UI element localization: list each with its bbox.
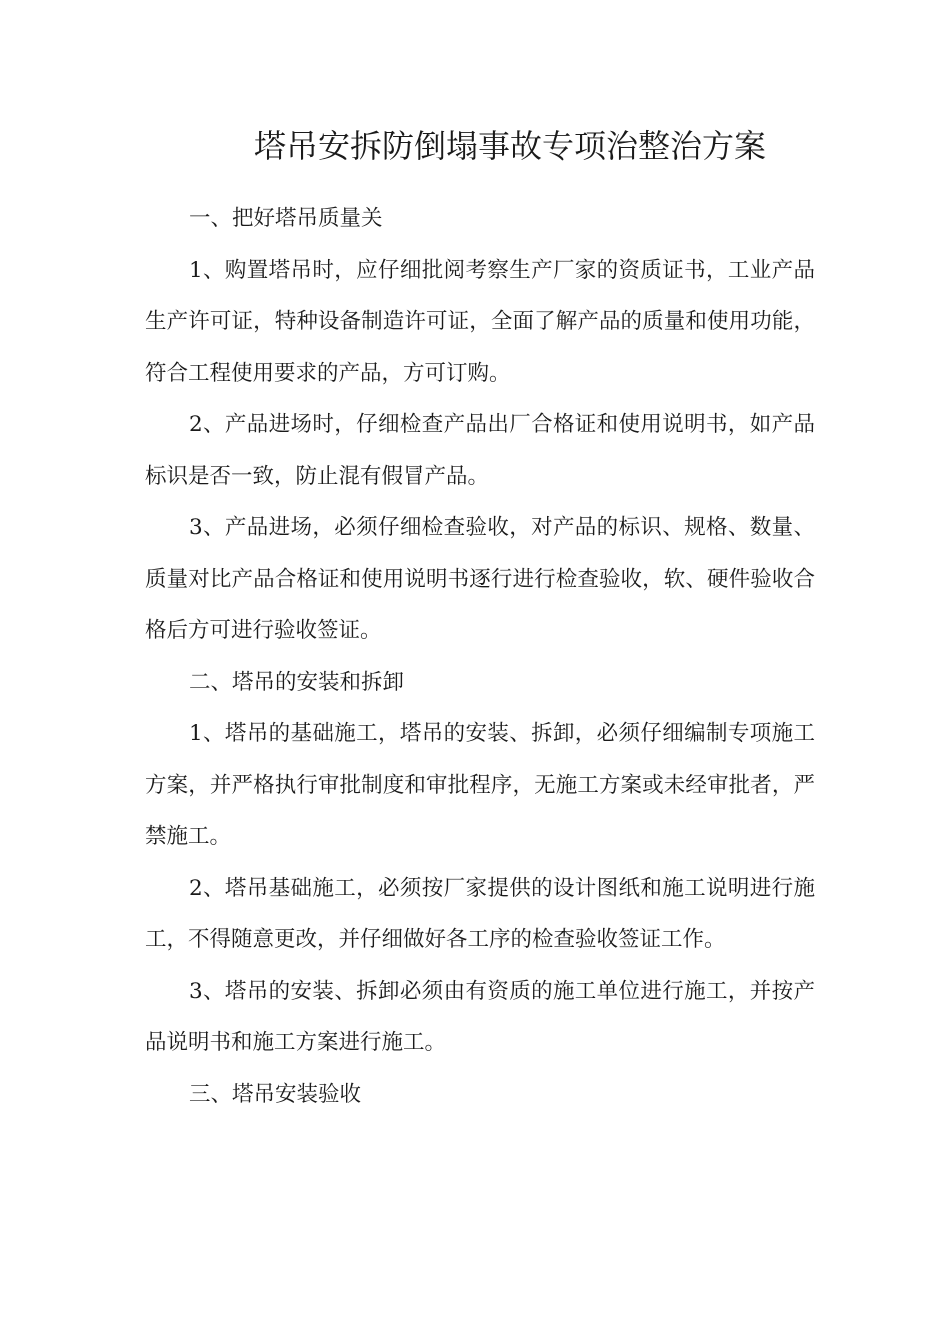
section-heading-1: 一、把好塔吊质量关	[189, 206, 383, 231]
paragraph: 2、产品进场时，仔细检查产品出厂合格证和使用说明书，如产品标识是否一致，防止混有假冒产品。	[145, 412, 815, 489]
paragraph: 3、塔吊的安装、拆卸必须由有资质的施工单位进行施工，并按产品说明书和施工方案进行施工。	[145, 978, 815, 1055]
paragraph: 3、产品进场，必须仔细检查验收，对产品的标识、规格、数量、质量对比产品合格证和使用说明书逐行进行检查验收，软、硬件验收合格后方可进行验收签证。	[145, 515, 815, 643]
paragraph: 1、塔吊的基础施工，塔吊的安装、拆卸，必须仔细编制专项施工方案，并严格执行审批制度和审批程序，无施工方案或未经审批者，严禁施工。	[145, 721, 815, 849]
document-body	[145, 193, 815, 1120]
document-title: 塔吊安拆防倒塌事故专项治整治方案	[253, 127, 766, 165]
section-heading-3: 三、塔吊安装验收	[189, 1081, 362, 1107]
paragraph: 1、购置塔吊时，应仔细批阅考察生产厂家的资质证书，工业产品生产许可证，特种设备制造许可证，全面了解产品的质量和使用功能，符合工程使用要求的产品，方可订购。	[145, 257, 815, 386]
section-heading-2: 二、塔吊的安装和拆卸	[189, 669, 405, 695]
paragraph: 2、塔吊基础施工，必须按厂家提供的设计图纸和施工说明进行施工，不得随意更改，并仔细做好各工序的检查验收签证工作。	[145, 875, 815, 952]
